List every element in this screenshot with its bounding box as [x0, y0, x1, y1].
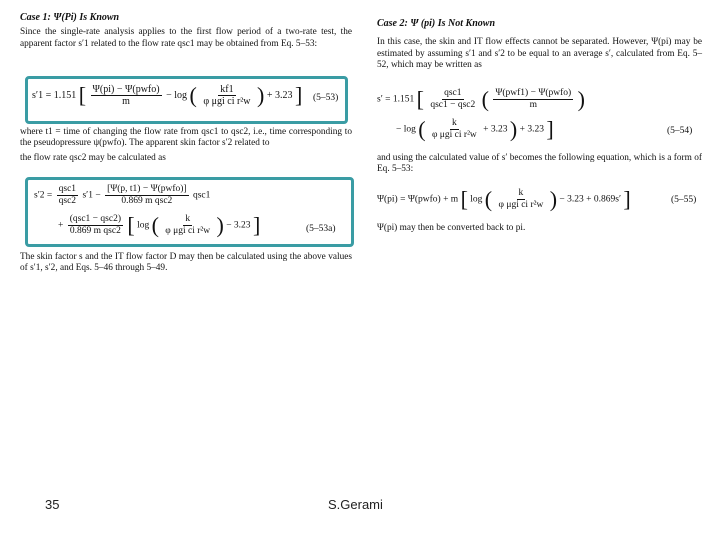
- eq54-psi-fraction: [493, 88, 573, 111]
- eq53a-s1: s′1 −: [82, 190, 101, 201]
- eq54-k-num: k: [451, 118, 457, 128]
- eq53-label: (5–53): [313, 93, 339, 103]
- eq53a-q: qsc1: [192, 190, 211, 201]
- case1-intro: Since the single-rate analysis applies to the first flow period of a two-rate test, the apparent factor s′1 related to the flow rate qsc1 may be obtained from Eq. 5–53:: [20, 27, 352, 49]
- bracket-close: ]: [546, 116, 554, 142]
- left-outro-text: [20, 252, 352, 275]
- eq54-q-den: qsc1 − qsc2: [430, 100, 476, 110]
- eq53a-k-num: k: [185, 214, 191, 224]
- eq54-k-den: φ μgi ci r²w: [431, 130, 477, 140]
- eq54-k-fraction: [430, 118, 479, 141]
- eq53a-psi-fraction: [105, 184, 189, 207]
- case2-mid: and using the calculated value of s′ becomes the following equation, which is a form of Eq. 5–53:: [377, 153, 702, 175]
- eq53-kf-fraction: [201, 84, 252, 107]
- case1-flowrate: the flow rate qsc2 may be calculated as: [20, 152, 166, 163]
- eq53-den: m: [122, 96, 130, 107]
- eq54-q-fraction: [428, 88, 477, 111]
- right-mid-text: [377, 153, 702, 176]
- left-column: [20, 12, 352, 50]
- paren-close: ): [257, 82, 265, 108]
- eq53a-tail: − 3.23: [226, 220, 251, 231]
- paren-close: ): [509, 116, 518, 142]
- bracket-close: ]: [295, 82, 303, 108]
- eq53a-dq-fraction: [68, 214, 123, 237]
- equation-5-54-line2: [396, 118, 554, 141]
- bracket-open: [: [127, 212, 135, 238]
- equation-5-53a-line2: [58, 214, 260, 237]
- eq54-label: (5–54): [667, 126, 693, 136]
- paren-open: (: [484, 186, 493, 212]
- eq55-label: (5–55): [671, 195, 697, 205]
- page-number: 35: [45, 497, 60, 512]
- eq54-plus1: + 3.23: [483, 124, 508, 135]
- eq54-q-num: qsc1: [444, 88, 462, 98]
- case1-outro: The skin factor s and the IT flow factor D may then be calculated using the above values of s′1, s′2, and Eqs. 5–46 through 5–49.: [20, 252, 352, 274]
- eq53-lhs: s′1 = 1.151: [32, 89, 77, 101]
- bracket-open: [: [460, 186, 468, 212]
- eq53a-k-fraction: [163, 214, 212, 237]
- paren-open: (: [189, 82, 197, 108]
- eq53-minus-log: − log: [166, 89, 188, 101]
- paren-open: (: [151, 212, 159, 238]
- left-mid-text: [20, 127, 352, 164]
- eq54-plus2: + 3.23: [519, 124, 544, 135]
- paren-open: (: [418, 116, 426, 142]
- eq53a-log: log: [137, 220, 150, 231]
- eq53-num: Ψ(pi) − Ψ(pwfo): [92, 84, 160, 95]
- eq53a-q-num: qsc1: [58, 184, 77, 194]
- eq54-psi-num: Ψ(pwf1) − Ψ(pwfo): [495, 88, 572, 98]
- eq53a-k-den: φ μgi ci r²w: [165, 226, 211, 236]
- eq55-lhs: Ψ(pi) = Ψ(pwfo) + m: [377, 194, 459, 205]
- eq55-tail: − 3.23 + 0.869s′: [559, 194, 622, 205]
- eq55-k-num: k: [518, 188, 524, 198]
- case2-heading: Case 2: Ψ (pi) Is Not Known: [377, 18, 496, 29]
- eq54-lhs: s′ = 1.151: [377, 94, 415, 105]
- eq53a-q-den: qsc2: [58, 196, 77, 206]
- case2-intro: In this case, the skin and IT flow effects cannot be separated. However, Ψ(pi) may be estimated by assuming s′1 and s′2 to be equal to an average s′, calculated from Eq. 5–52, which may be written as: [377, 37, 702, 71]
- eq53a-psi-den: 0.869 m qsc2: [121, 196, 173, 206]
- case2-outro: Ψ(pi) may then be converted back to pi.: [377, 223, 526, 233]
- bracket-close: ]: [252, 212, 261, 238]
- paren-close: ): [549, 186, 558, 212]
- eq54-psi-den: m: [529, 100, 537, 110]
- equation-5-54-line1: [377, 88, 585, 111]
- paren-close: ): [216, 212, 224, 238]
- bracket-open: [: [416, 86, 424, 112]
- bracket-open: [: [78, 82, 87, 108]
- case1-mid: where t1 = time of changing the flow rate from qsc1 to qsc2, i.e., time corresponding to the pseudopressure ψ(pwfo). The apparent skin factor s′2 related to: [20, 127, 352, 149]
- right-column: [377, 18, 702, 72]
- eq53a-lhs: s′2 =: [34, 190, 53, 201]
- equation-5-53a-line1: [34, 184, 210, 207]
- eq53a-q-ratio: [57, 184, 78, 207]
- eq53a-dq-num: (qsc1 − qsc2): [69, 214, 121, 224]
- eq53-kf-num: kf1: [220, 84, 234, 95]
- eq55-k-den: φ μgi ci r²w: [498, 200, 544, 210]
- right-outro-text: [377, 223, 702, 234]
- eq54-minus-log: − log: [396, 124, 416, 135]
- eq53-plus: + 3.23: [266, 89, 293, 101]
- paren-close: ): [577, 86, 585, 112]
- eq55-log: log: [470, 194, 483, 205]
- eq55-k-fraction: [497, 188, 546, 211]
- case1-heading: Case 1: Ψ(Pi) Is Known: [20, 12, 120, 23]
- bracket-close: ]: [623, 186, 631, 212]
- eq53a-dq-den: 0.869 m qsc2: [69, 226, 121, 236]
- eq53a-label: (5–53a): [306, 224, 336, 234]
- eq53a-psi-num: [Ψ(p, t1) − Ψ(pwfo)]: [107, 184, 187, 194]
- eq53-kf-den: φ μgi ci r²w: [203, 96, 251, 107]
- paren-open: (: [481, 86, 489, 112]
- equation-5-53: [32, 84, 302, 107]
- eq53-fraction: [91, 84, 162, 107]
- eq53a-plus: +: [58, 220, 64, 231]
- equation-5-55: [377, 188, 631, 211]
- author-name: S.Gerami: [328, 497, 383, 512]
